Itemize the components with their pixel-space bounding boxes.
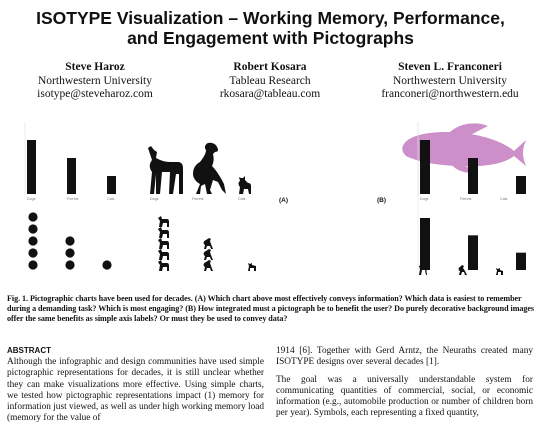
dinosaur-icon [193, 143, 226, 194]
tick-label: Cats [238, 197, 246, 201]
author-affiliation: Northwestern University [37, 74, 153, 87]
tick-label: Cats [107, 197, 115, 201]
tick-label: Ferrets [460, 197, 472, 201]
chart-a3 [28, 212, 111, 269]
author-1 [20, 61, 170, 102]
unit-dogs [28, 236, 37, 245]
author-name: Robert Kosara [233, 61, 307, 73]
category-labels [27, 197, 508, 201]
chart-a1 [25, 122, 116, 194]
unit-dogs [158, 216, 169, 227]
tick-label: Dogs [27, 197, 36, 201]
figure-caption: Fig. 1. Pictographic charts have been used for decades. (A) Which chart above most effectively conveys information? Which data is easiest to remember during a demanding task? Which is most engaging? (B) How integrated must a pictograph be to benefit the user? Do purely decorative background images offer the same benefits as simple axis labels? Or must they be used to convey data? [7, 294, 535, 323]
author-email: franconeri@northwestern.edu [381, 88, 519, 100]
paper-title [0, 8, 541, 48]
unit-ferrets [204, 249, 213, 260]
right-column [276, 346, 533, 426]
author-email: rkosara@tableau.com [219, 88, 321, 100]
teaser-figure [0, 110, 541, 290]
author-email: isotype@steveharoz.com [37, 88, 153, 100]
author-2 [195, 61, 345, 102]
unit-dogs [158, 260, 169, 271]
author-name: Steve Haroz [65, 61, 125, 73]
author-3 [360, 61, 540, 102]
unit-dogs [158, 227, 169, 238]
bar-dogs [27, 140, 36, 194]
unit-dogs [28, 260, 37, 269]
panel-b-label: (B) [377, 197, 387, 204]
bar-cats [107, 176, 116, 194]
intro-paragraph-1: 1914 [6]. Together with Gerd Arntz, the Neuraths created many ISOTYPE designs over several decades [1]. [276, 346, 533, 368]
bar-ferrets [468, 158, 478, 194]
bar-dogs [420, 140, 430, 194]
bar-cats [516, 176, 526, 194]
bar-dogs [420, 218, 430, 270]
unit-dogs [28, 224, 37, 233]
tick-label: Ferrets [192, 197, 204, 201]
unit-dogs [28, 212, 37, 221]
tick-label: Dogs [150, 197, 159, 201]
dinosaur-icon [459, 265, 468, 275]
unit-ferrets [65, 248, 74, 257]
title-line-1: ISOTYPE Visualization – Working Memory, Performance, [36, 8, 505, 28]
unit-ferrets [65, 260, 74, 269]
bar-ferrets [67, 158, 76, 194]
author-block [0, 61, 541, 109]
unit-dogs [28, 248, 37, 257]
unit-dogs [158, 238, 169, 249]
unit-cats [248, 263, 256, 271]
unit-dogs [158, 249, 169, 260]
author-affiliation: Northwestern University [392, 74, 508, 87]
cat-icon [496, 268, 503, 275]
abstract-text: Although the infographic and design communities have used simple pictographic representations for decades, it is still unclear whether they can make visualizations more effective. Using simple charts, we tested how pictographic representations impact (1) memory for information just viewed, as well as under high working memory load (memory for the value of [7, 357, 264, 424]
bar-cats [516, 253, 526, 270]
chart-a4 [158, 216, 256, 271]
unit-ferrets [65, 236, 74, 245]
bar-ferrets [468, 235, 478, 270]
panel-a-label: (A) [279, 197, 289, 204]
unit-ferrets [204, 260, 213, 271]
intro-paragraph-2: The goal was a universally understandable system for communicating quantities of commercial, social, or economic information (e.g., automobile production or number of children born per year). Symbols, each representing a fixed quantity, [276, 374, 533, 419]
left-column [7, 346, 264, 431]
tick-label: Ferrets [67, 197, 79, 201]
abstract-heading: ABSTRACT [7, 346, 51, 355]
unit-cats [102, 260, 111, 269]
tick-label: Cats [500, 197, 508, 201]
cat-icon [239, 176, 252, 194]
unit-ferrets [204, 238, 213, 249]
tick-label: Dogs [420, 197, 429, 201]
author-affiliation: Tableau Research [229, 74, 311, 87]
title-line-2: and Engagement with Pictographs [127, 28, 414, 48]
author-name: Steven L. Franconeri [398, 61, 502, 73]
dog-icon [148, 146, 183, 194]
